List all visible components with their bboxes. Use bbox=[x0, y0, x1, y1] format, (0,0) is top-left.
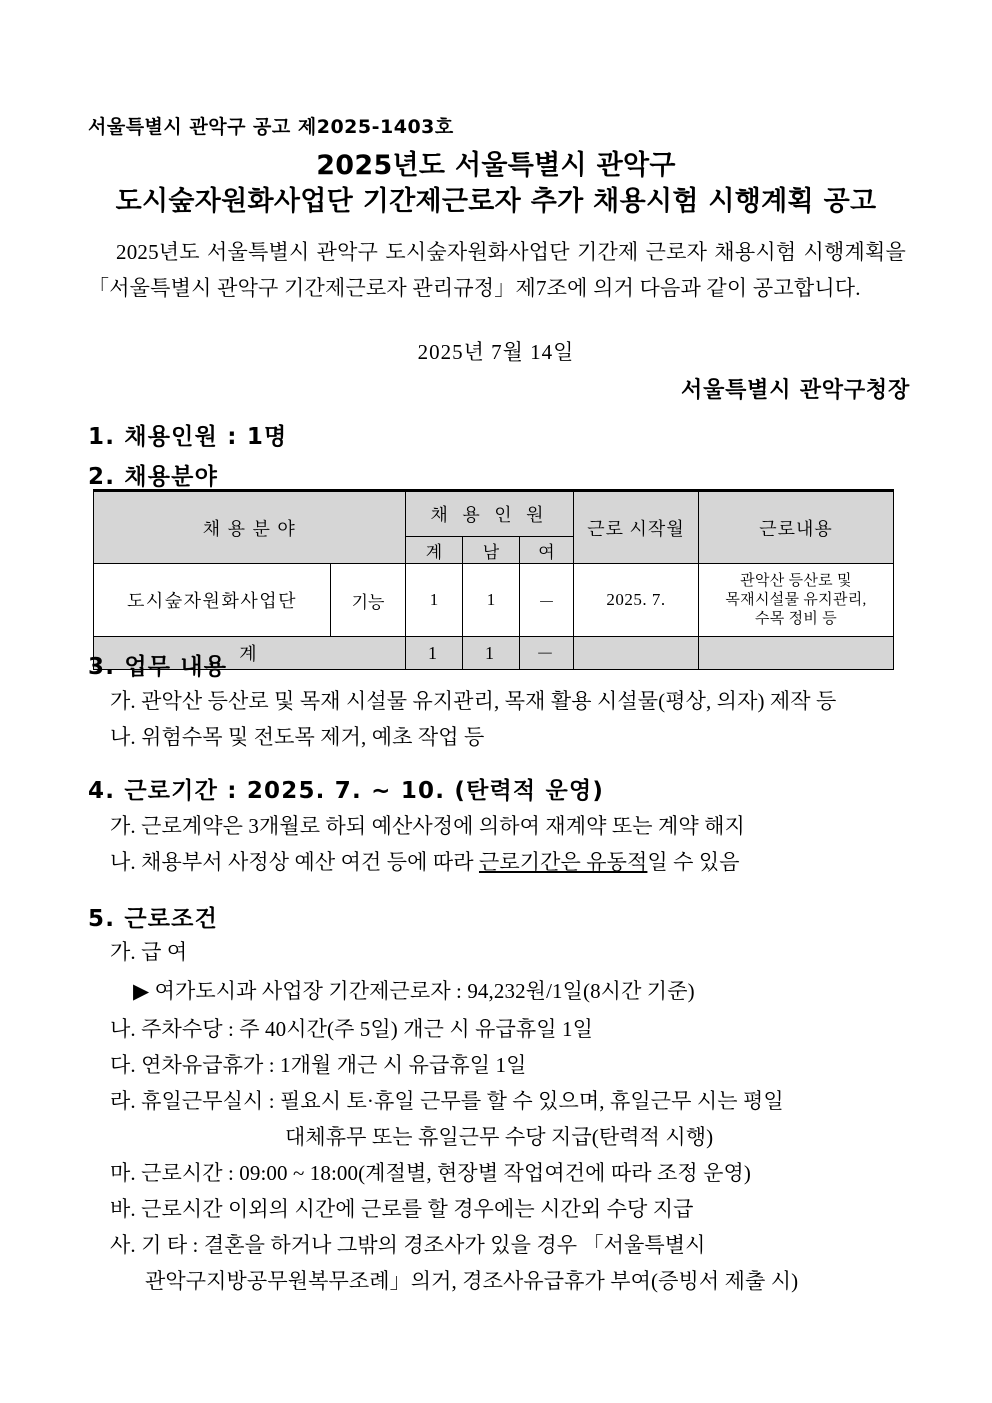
cell-start-month: 2025. 7. bbox=[574, 564, 699, 637]
recruitment-table bbox=[93, 489, 894, 670]
header-male: 남 bbox=[463, 537, 520, 564]
header-female: 여 bbox=[520, 537, 574, 564]
header-duty: 근로내용 bbox=[699, 491, 894, 564]
duty-line-2: 목재시설물 유지관리, bbox=[725, 591, 867, 608]
summary-female: － bbox=[520, 637, 574, 670]
summary-total: 1 bbox=[406, 637, 463, 670]
section-2-heading: 2. 채용분야 bbox=[88, 464, 219, 490]
cell-field: 도시숲자원화사업단 bbox=[94, 564, 331, 637]
section-4-item-b bbox=[110, 847, 740, 878]
section-5-item-d-line-1: 라. 휴일근무실시 : 필요시 토·휴일 근무를 할 수 있으며, 휴일근무 시는 평일 bbox=[110, 1089, 784, 1113]
section-4-item-b-post: 일 수 있음 bbox=[647, 850, 740, 874]
section-5-heading: 5. 근로조건 bbox=[88, 906, 219, 932]
section-4-item-a: 가. 근로계약은 3개월로 하되 예산사정에 의하여 재계약 또는 계약 해지 bbox=[110, 814, 745, 838]
cell-duty bbox=[699, 564, 894, 637]
document-title bbox=[0, 148, 992, 220]
duty-line-1: 관악산 등산로 및 bbox=[740, 572, 852, 589]
cell-female: － bbox=[520, 564, 574, 637]
title-line-2: 도시숲자원화사업단 기간제근로자 추가 채용시험 시행계획 공고 bbox=[115, 186, 877, 217]
issue-date: 2025년 7월 14일 bbox=[417, 340, 575, 364]
table-row bbox=[94, 564, 894, 637]
section-1-heading: 1. 채용인원 : 1명 bbox=[88, 424, 288, 450]
section-5-item-a-detail: ▶ 여가도시과 사업장 기간제근로자 : 94,232원/1일(8시간 기준) bbox=[133, 979, 695, 1003]
section-5-item-f: 바. 근로시간 이외의 시간에 근로를 할 경우에는 시간외 수당 지급 bbox=[110, 1197, 694, 1221]
section-3-item-a: 가. 관악산 등산로 및 목재 시설물 유지관리, 목재 활용 시설물(평상, 의자) 제작 등 bbox=[110, 689, 837, 713]
cell-grade: 기능 bbox=[331, 564, 406, 637]
section-5-item-g-line-1: 사. 기 타 : 결혼을 하거나 그밖의 경조사가 있을 경우 「서울특별시 bbox=[110, 1233, 706, 1257]
notice-number: 서울특별시 관악구 공고 제2025-1403호 bbox=[88, 116, 454, 138]
section-5-item-c: 다. 연차유급휴가 : 1개월 개근 시 유급휴일 1일 bbox=[110, 1053, 527, 1077]
header-headcount: 채 용 인 원 bbox=[406, 491, 574, 537]
header-total: 계 bbox=[406, 537, 463, 564]
cell-male: 1 bbox=[463, 564, 520, 637]
section-3-heading: 3. 업무 내용 bbox=[88, 654, 228, 680]
section-5-item-b: 나. 주차수당 : 주 40시간(주 5일) 개근 시 유급휴일 1일 bbox=[110, 1017, 593, 1041]
section-5-item-g-line-2: 관악구지방공무원복무조례」의거, 경조사유급휴가 부여(증빙서 제출 시) bbox=[145, 1269, 799, 1293]
section-5-item-a: 가. 급 여 bbox=[110, 940, 188, 964]
section-4-heading: 4. 근로기간 : 2025. 7. ~ 10. (탄력적 운영) bbox=[88, 778, 605, 804]
intro-paragraph: 2025년도 서울특별시 관악구 도시숲자원화사업단 기간제 근로자 채용시험 시행계획을「서울특별시 관악구 기간제근로자 관리규정」제7조에 의거 다음과 같이 공고합니다. bbox=[88, 240, 906, 300]
duty-line-3: 수목 정비 등 bbox=[754, 610, 838, 627]
section-5-item-e: 마. 근로시간 : 09:00 ~ 18:00(계절별, 현장별 작업여건에 따라 조정 운영) bbox=[110, 1161, 751, 1185]
summary-start-month bbox=[574, 637, 699, 670]
cell-total: 1 bbox=[406, 564, 463, 637]
header-start-month: 근로 시작월 bbox=[574, 491, 699, 564]
summary-male: 1 bbox=[463, 637, 520, 670]
section-5-item-d-line-2: 대체휴무 또는 휴일근무 수당 지급(탄력적 시행) bbox=[285, 1125, 714, 1149]
title-line-1: 2025년도 서울특별시 관악구 bbox=[316, 150, 676, 181]
table-header-row-1 bbox=[94, 491, 894, 537]
section-4-item-b-emphasis: 근로기간은 유동적 bbox=[478, 850, 648, 874]
summary-label: 계 bbox=[94, 637, 406, 670]
section-4-item-b-pre: 나. 채용부서 사정상 예산 여건 등에 따라 bbox=[110, 850, 479, 874]
header-field: 채 용 분 야 bbox=[94, 491, 406, 564]
section-3-item-b: 나. 위험수목 및 전도목 제거, 예초 작업 등 bbox=[110, 725, 485, 749]
issuer-signature: 서울특별시 관악구청장 bbox=[681, 378, 910, 403]
summary-duty bbox=[699, 637, 894, 670]
